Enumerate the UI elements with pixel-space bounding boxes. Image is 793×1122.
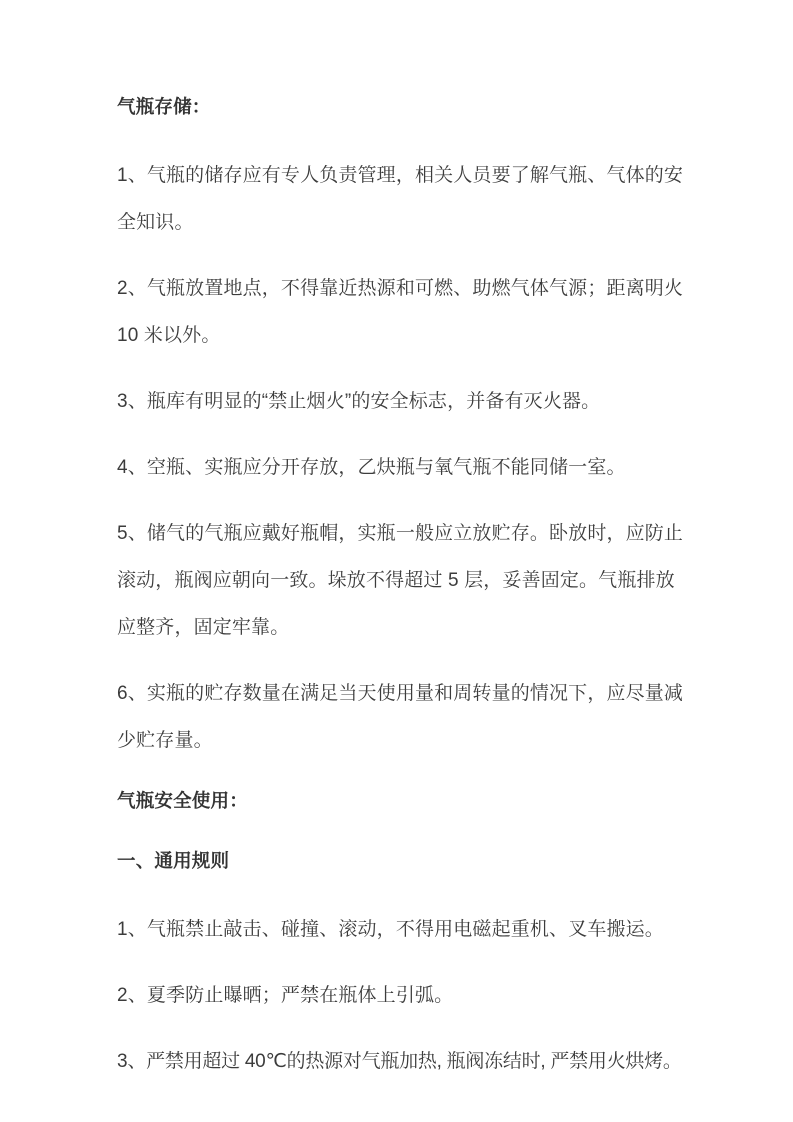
section-heading-storage: 气瓶存储： (117, 96, 211, 117)
safe-use-item-2: 2、夏季防止曝晒；严禁在瓶体上引弧。 (117, 985, 454, 1006)
storage-item-6: 6、实瓶的贮存数量在满足当天使用量和周转量的情况下，应尽量减少贮存量。 (117, 683, 684, 751)
subsection-heading-general-rules: 一、通用规则 (117, 850, 230, 871)
section-heading-safe-use: 气瓶安全使用： (117, 790, 248, 811)
safe-use-item-1: 1、气瓶禁止敲击、碰撞、滚动，不得用电磁起重机、叉车搬运。 (117, 919, 664, 940)
storage-item-1: 1、气瓶的储存应有专人负责管理，相关人员要了解气瓶、气体的安全知识。 (117, 165, 684, 233)
storage-item-5: 5、储气的气瓶应戴好瓶帽，实瓶一般应立放贮存。卧放时，应防止滚动，瓶阀应朝向一致。垛放不得超过 5 层，妥善固定。气瓶排放应整齐，固定牢靠。 (117, 523, 684, 638)
storage-item-3: 3、瓶库有明显的“禁止烟火”的安全标志，并备有灭火器。 (117, 391, 601, 412)
document-content (117, 92, 693, 1104)
storage-item-4: 4、空瓶、实瓶应分开存放，乙炔瓶与氧气瓶不能同储一室。 (117, 457, 626, 478)
safe-use-item-3: 3、严禁用超过 40℃的热源对气瓶加热, 瓶阀冻结时, 严禁用火烘烤。 (117, 1051, 682, 1072)
storage-item-2: 2、气瓶放置地点，不得靠近热源和可燃、助燃气体气源；距离明火 10 米以外。 (117, 278, 684, 346)
